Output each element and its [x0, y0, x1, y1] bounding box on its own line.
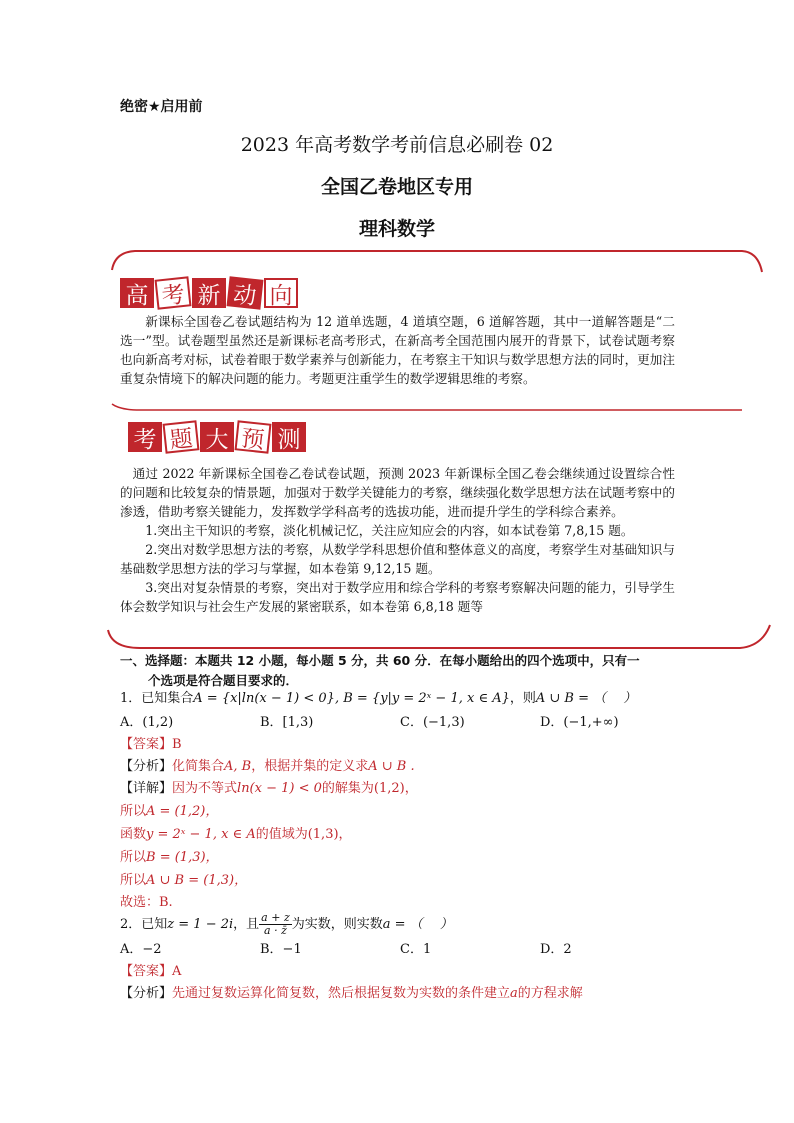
q1-step-3: 所以B = (1,3)，	[120, 850, 219, 865]
q2-option-c[interactable]: C．1	[400, 942, 432, 957]
q1-step-2: 函数y = 2ˣ − 1, x ∈ A的值域为(1,3)，	[120, 827, 352, 842]
q2-fraction: $\frac{a + z}{a \cdot z̄}$	[261, 911, 290, 937]
question-1	[120, 688, 680, 914]
q1-options	[120, 712, 680, 734]
banner-new-trends	[120, 278, 298, 308]
q2-stem: 2．已知z = 1 − 2i，且 $\frac{a + z}{a \cdot z̄}$ 为实数，则实数a = （ ）	[120, 911, 453, 937]
q1-option-c[interactable]: C．(−1,3)	[400, 715, 465, 730]
q1-step-1: 所以A = (1,2)，	[120, 804, 219, 819]
q1-analysis: 【分析】化简集合A, B，根据并集的定义求A ∪ B .	[120, 759, 415, 774]
q1-option-d[interactable]: D．(−1,+∞)	[540, 715, 619, 730]
banner-char: 考	[128, 422, 162, 452]
paper-subject: 理科数学	[358, 218, 435, 240]
paper-title: 2023 年高考数学考前信息必刷卷 02	[240, 134, 554, 156]
q2-analysis: 【分析】先通过复数运算化简复数，然后根据复数为实数的条件建立a的方程求解	[120, 986, 583, 1001]
banner-char: 考	[155, 276, 192, 309]
q2-options	[120, 939, 680, 961]
banner-predictions	[128, 422, 306, 452]
trends-paragraph: 新课标全国卷乙卷试题结构为 12 道单选题，4 道填空题，6 道解答题，其中一道解答题是“二选一”型。试卷题型虽然还是新课标老高考形式，在新高考全国范围内展开的背景下，试卷试题考察也向新高考对标，试卷着眼于数学素养与创新能力，在考察主干知识与数学思想方法的同时，更加注重复杂情境下的解决问题的能力。考题更注重学生的数学逻辑思维的考察。	[120, 314, 675, 386]
q1-step-4: 所以A ∪ B = (1,3)，	[120, 873, 248, 888]
banner-char: 题	[163, 420, 200, 453]
q1-answer: 【答案】B	[120, 737, 182, 752]
q1-option-a[interactable]: A．(1,2)	[120, 715, 174, 730]
q1-stem: 1．已知集合A = {x|ln(x − 1) < 0}, B = {y|y = 2ˣ − 1, x ∈ A}，则A ∪ B = （ ）	[120, 691, 637, 706]
q2-option-b[interactable]: B．−1	[260, 942, 302, 957]
banner-char: 预	[235, 420, 272, 453]
banner-char: 向	[264, 278, 298, 308]
q1-conclusion: 故选：B.	[120, 895, 173, 910]
q1-detail: 【详解】因为不等式ln(x − 1) < 0的解集为(1,2)，	[120, 781, 418, 796]
confidential-label: 绝密★启用前	[120, 99, 203, 115]
banner-char: 测	[272, 422, 306, 452]
banner-char: 动	[227, 276, 264, 309]
banner-char: 新	[192, 278, 226, 308]
predictions-paragraph: 通过 2022 年新课标全国卷乙卷试卷试题，预测 2023 年新课标全国乙卷会继续通过设置综合性的问题和比较复杂的情景题，加强对于数学关键能力的考察，继续强化数学思想方法在试题考察中的渗透，借助考察关键能力，发挥数学学科高考的选拔功能，进而提升学生的学科综合素养。 1.突出主干知识的考察，淡化机械记忆，关注应知应会的内容，如本试卷第 7,8,15 题。 2.突出对数学思想方法的考察，从数学学科思想价值和整体意义的高度，考察学生对基础知识与基础数学思想方法的学习与掌握，如本卷第 9,12,15 题。 3.突出对复杂情景的考察，突出对于数学应用和综合学科的考察考察解决问题的能力，引导学生体会数学知识与社会生产发展的紧密联系，如本卷第 6,8,18 题等	[120, 466, 675, 614]
banner-char: 大	[200, 422, 234, 452]
q2-option-d[interactable]: D．2	[540, 942, 572, 957]
section-instructions: 一、选择题：本题共 12 小题，每小题 5 分，共 60 分．在每小题给出的四个选项中，只有一 个选项是符合题目要求的．	[120, 653, 640, 688]
question-2	[120, 912, 680, 1005]
banner-char: 高	[120, 278, 154, 308]
paper-subtitle: 全国乙卷地区专用	[320, 176, 473, 198]
q2-option-a[interactable]: A．−2	[120, 942, 162, 957]
q2-answer: 【答案】A	[120, 964, 182, 979]
q1-option-b[interactable]: B．[1,3)	[260, 715, 314, 730]
